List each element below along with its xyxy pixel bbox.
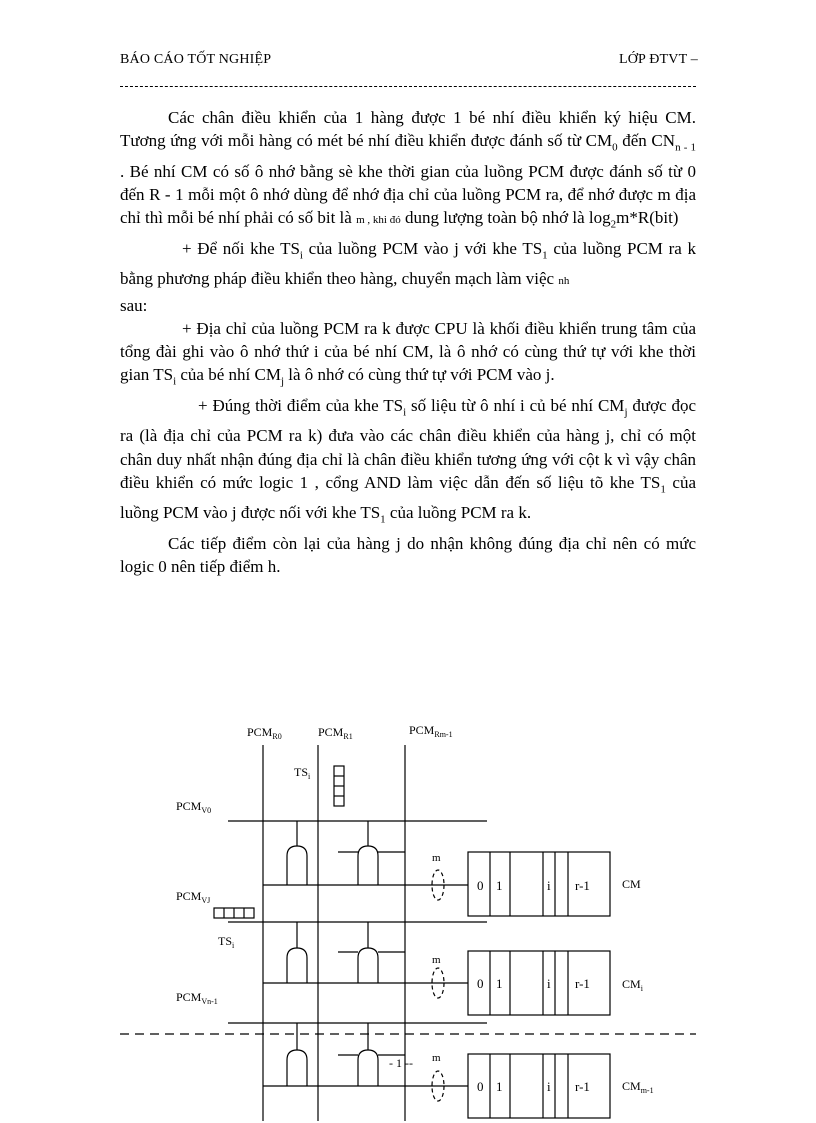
row-label-v0: $PCM_{V0}$ <box>176 799 212 815</box>
and-gate <box>358 948 378 983</box>
row-label-vj: $PCM_{VJ}$ <box>176 889 211 905</box>
cm-label-m1: $CM_{m-1}$ <box>622 1079 654 1095</box>
cell-label: 1 <box>496 976 503 991</box>
cell-label: 1 <box>496 1079 503 1094</box>
cm-label-0: CM <box>622 877 641 891</box>
paragraph-cpu-address: + Địa chỉ của luồng PCM ra k được CPU là khối điều khiển trung tâm của tổng đài ghi vào ô nhớ thứ i của bé nhí CM, là ô nhớ có cùng thứ tự với khe thời gian $TS_i$ của bé nhí $CM_j$ là ô nhớ có cùng thứ tự với PCM vào j. <box>120 318 696 388</box>
ts-frame-vertical <box>334 766 344 806</box>
cell-label: r-1 <box>575 878 590 893</box>
paragraph-control-pins: Các chân điều khiển của 1 hàng được 1 bé nhí điều khiển ký hiệu CM. Tương ứng với mỗi hàng có mét bé nhí điều khiển được đánh số từ $CM_0$ đến $CN_{n - 1}$ . Bé nhí CM có số ô nhớ bằng sè khe thời gian của luồng PCM được đánh số từ 0 đến R - 1 mỗi một ô nhớ dùng để nhớ địa chỉ của luồng PCM ra, để nhớ được m địa chỉ thì mỗi bé nhí phải có số bit là m , khi đó dung lượng toàn bộ nhớ là $\log_2m*R(bit)$ <box>120 108 696 231</box>
paragraph-timing: + Đúng thời điểm của khe $TS_i$ số liệu từ ô nhí i củ bé nhí $CM_j$ được đọc ra (là địa chỉ của PCM ra k) đưa vào các chân điều khiển của hàng j, chỉ có một chân duy nhất nhận đúng địa chỉ là chân điều khiển tương ứng với cột k vì vậy chân điều khiển có mức logic 1 , cổng AND làm việc dẫn đến số liệu tõ khe $TS_1$ của luồng PCM vào j được nối với khe $TS_1$ của luồng PCM ra k. <box>120 395 696 526</box>
row-label-vn1: $PCM_{Vn-1}$ <box>176 990 218 1006</box>
cm-label-i: $CM_i$ <box>622 977 643 993</box>
m-label: m <box>432 1052 441 1064</box>
and-gate <box>287 846 307 885</box>
col-label-rm1: $PCM_{Rm-1}$ <box>409 723 453 739</box>
cell-label: 1 <box>496 878 503 893</box>
cell-label: i <box>547 976 551 991</box>
ts-frame-horizontal <box>214 908 254 918</box>
col-label-r0: $PCM_{R0}$ <box>247 725 282 741</box>
ts-label-top: $TS_i$ <box>294 765 311 781</box>
cell-label: i <box>547 878 551 893</box>
col-label-r1: $PCM_{R1}$ <box>318 725 353 741</box>
ts-label-left: $TS_i$ <box>218 934 235 950</box>
cell-label: r-1 <box>575 1079 590 1094</box>
header-left: BÁO CÁO TỐT NGHIỆP <box>120 52 272 67</box>
paragraph-connect-slot: + Để nối khe $TS_i$ của luồng PCM vào j với khe $TS_1$ của luồng PCM ra k bằng phương pháp điều khiển theo hàng, chuyển mạch làm việc nh sau: <box>120 238 696 315</box>
and-gate <box>287 948 307 983</box>
cell-label: r-1 <box>575 976 590 991</box>
control-signal-label: - 1 -- <box>389 1056 413 1070</box>
cell-label: 0 <box>477 878 484 893</box>
header-right: LỚP ĐTVT – <box>619 52 698 67</box>
m-label: m <box>432 852 441 864</box>
and-gate <box>358 846 378 885</box>
and-gate <box>287 1050 307 1086</box>
cell-label: 0 <box>477 1079 484 1094</box>
cell-label: 0 <box>477 976 484 991</box>
paragraph-remaining-contacts: Các tiếp điểm còn lại của hàng j do nhận không đúng địa chỉ nên có mức logic 0 nên tiếp điểm h. <box>120 533 696 577</box>
and-gate <box>358 1050 378 1086</box>
m-label: m <box>432 954 441 966</box>
cell-label: i <box>547 1079 551 1094</box>
